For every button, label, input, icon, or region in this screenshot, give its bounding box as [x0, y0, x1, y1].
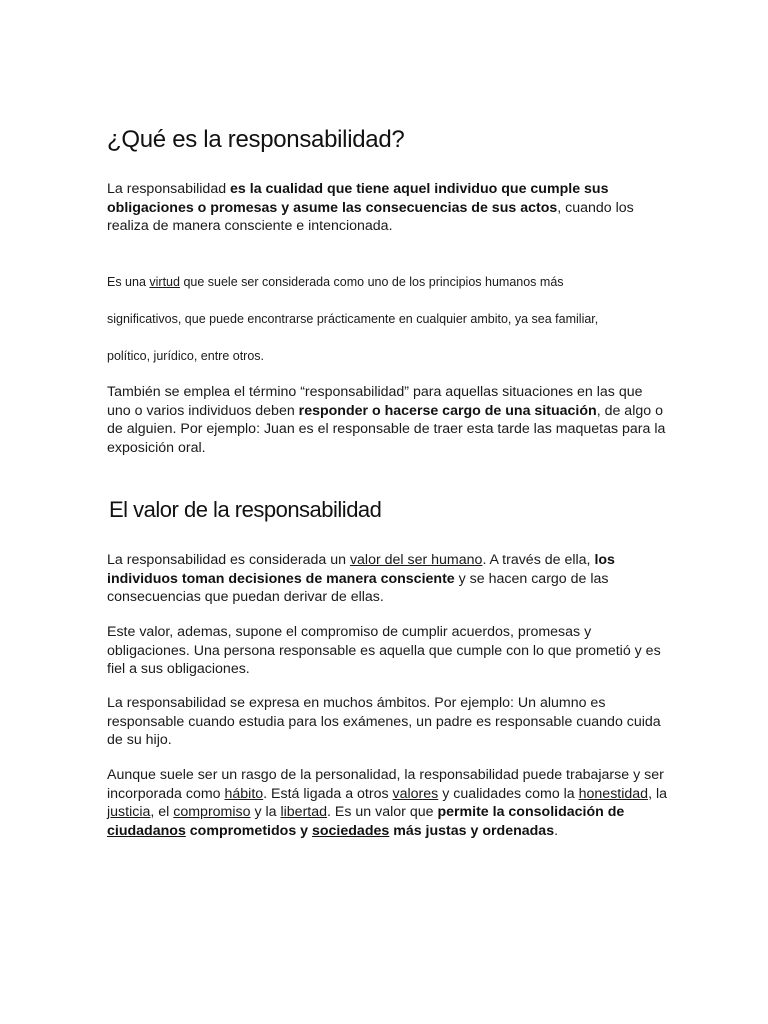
text-run: La responsabilidad [107, 181, 231, 197]
link-honestidad[interactable]: honestidad [578, 785, 649, 802]
definition-paragraph [107, 180, 667, 236]
examples-paragraph: La responsabilidad se expresa en muchos ámbitos. Por ejemplo: Un alumno es responsable cuando estudia para los exámenes, un padre es responsable cuando cuida de su hijo. [107, 695, 661, 748]
link-libertad[interactable]: libertad [280, 804, 328, 820]
text-run: . Es un valor que [327, 804, 438, 820]
text-run: y se hacen cargo de las consecuencias que puedan derivar de ellas. [107, 570, 609, 605]
link-compromiso[interactable]: compromiso [173, 804, 251, 820]
page-title: ¿Qué es la responsabilidad? [107, 126, 405, 153]
virtue-line-3: político, jurídico, entre otros. [107, 349, 265, 363]
text-run: Es una [107, 275, 150, 289]
text-run: La responsabilidad es considerada un [107, 552, 350, 568]
text-run: , de algo o de alguien. Por ejemplo: Juan es el responsable de traer esta tarde las maquetas para la exposición oral. [107, 402, 666, 456]
text-run: , cuando los realiza de manera consciente e intencionada. [107, 199, 634, 234]
text-run: . Está ligada a otros [263, 785, 393, 802]
text-run: y la [250, 804, 281, 820]
section-heading: El valor de la responsabilidad [109, 497, 382, 522]
commitment-paragraph: Este valor, ademas, supone el compromiso de cumplir acuerdos, promesas y obligaciones. Una persona responsable es aquella que cumple con lo que prometió y es fiel a sus obligaciones. [107, 624, 661, 677]
link-habito[interactable]: hábito [224, 785, 264, 802]
link-justicia[interactable]: justicia [107, 804, 151, 820]
text-run: También se emplea el término “responsabilidad” para aquellas situaciones en las que uno o varios individuos deben [107, 384, 643, 419]
text-run: y cualidades como la [438, 785, 579, 802]
text-run: Aunque suele ser un rasgo de la personalidad, la responsabilidad puede trabajarse y ser incorporada como [107, 767, 664, 802]
bold-text: es la cualidad que tiene aquel individuo que cumple sus obligaciones o promesas y asume las consecuencias de sus actos [107, 181, 609, 216]
link-sociedades[interactable]: sociedades [311, 822, 390, 839]
text-run: más justas y ordenadas [389, 822, 555, 839]
link-virtud[interactable]: virtud [149, 275, 180, 289]
text-run: , el [150, 804, 174, 820]
bold-text: responder o hacerse cargo de una situación [298, 402, 597, 419]
text-run: que suele ser considerada como uno de los principios humanos más [179, 275, 564, 289]
text-run: , la [648, 785, 667, 802]
value-paragraph [107, 551, 667, 607]
text-run: comprometidos y [185, 822, 312, 839]
virtue-line-1 [107, 274, 564, 290]
link-valores[interactable]: valores [392, 785, 439, 802]
bold-text: los individuos toman decisiones de manera consciente [107, 552, 615, 587]
text-run: . [554, 822, 559, 839]
usage-paragraph [107, 383, 667, 457]
link-valor-del-ser-humano[interactable]: valor del ser humano [349, 552, 483, 568]
virtue-line-2: significativos, que puede encontrarse prácticamente en cualquier ambito, ya sea familiar, [107, 312, 599, 326]
link-ciudadanos[interactable]: ciudadanos [107, 822, 186, 839]
text-run: . A través de ella, [482, 552, 595, 568]
habit-paragraph [107, 766, 667, 840]
text-run: permite la consolidación de [437, 804, 625, 820]
